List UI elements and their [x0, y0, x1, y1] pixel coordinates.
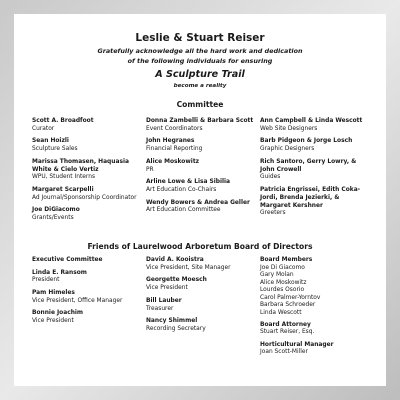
- committee-name: Alice Moskowitz: [146, 158, 200, 165]
- board-member: Barbara Schroeder: [260, 302, 316, 308]
- committee-name: Joe DiGiacomo: [32, 207, 80, 214]
- committee-role: Sculpture Sales: [32, 146, 78, 153]
- committee-name: Marissa Thomasen, Haquasia White & Cielo Vertiz: [32, 158, 129, 173]
- subtitle-line-1: Gratefully acknowledge all the hard work and dedication: [97, 47, 303, 55]
- project-title: A Sculpture Trail: [155, 69, 245, 80]
- board-member: Carol Palmer-Yorntov: [260, 294, 321, 301]
- board-entry: [146, 257, 256, 273]
- committee-name: Barb Pidgeon & Jorge Losch: [260, 138, 353, 145]
- board-column-1: [32, 257, 150, 331]
- committee-entry: [32, 207, 150, 223]
- committee-entry: [146, 159, 256, 175]
- board-attorney: Stuart Reiser, Esq.: [260, 329, 315, 336]
- horticultural-manager-heading: Horticultural Manager: [260, 341, 334, 348]
- board-member: Lourdes Osorio: [260, 287, 305, 293]
- committee-role: Guides: [260, 174, 281, 181]
- acknowledgement-page: [14, 14, 386, 386]
- board-entry: [32, 270, 150, 286]
- committee-role: PR: [146, 166, 154, 173]
- board-member: Joe Di Giacomo: [260, 264, 305, 271]
- board-member: Linda Wescott: [260, 309, 302, 316]
- board-members-group: [260, 257, 372, 317]
- horticultural-manager-group: [260, 342, 372, 357]
- board-role: Recording Secretary: [146, 325, 206, 332]
- committee-entry: [146, 138, 256, 154]
- board-name: Nancy Shimmel: [146, 318, 198, 325]
- board-role: Vice President, Site Manager: [146, 264, 231, 271]
- horticultural-manager: Joan Scott-Miller: [260, 349, 308, 356]
- board-name: David A. Kooistra: [146, 257, 204, 263]
- board-member: Gary Molan: [260, 272, 294, 278]
- committee-role: Art Education Committee: [146, 207, 221, 214]
- board-name: Pam Himeles: [32, 289, 75, 296]
- committee-role: Web Site Designers: [260, 125, 318, 132]
- committee-role: WPU, Student Interns: [32, 174, 96, 181]
- board-name: Bonnie Joachim: [32, 310, 84, 317]
- board-column-2: [146, 257, 256, 339]
- board-column-3: [260, 257, 372, 361]
- board-entry: [146, 277, 256, 293]
- page-title: Leslie & Stuart Reiser: [135, 32, 265, 44]
- committee-heading: Committee: [176, 100, 224, 109]
- board-name: Executive Committee: [32, 257, 103, 263]
- board-name: Bill Lauber: [146, 297, 182, 304]
- board-entry: [32, 310, 150, 326]
- committee-entry: [32, 187, 150, 203]
- board-entry: [146, 298, 256, 314]
- committee-entry: [32, 159, 150, 182]
- committee-role: Ad Journal/Sponsorship Coordinator: [32, 194, 137, 201]
- committee-name: John Hegranes: [146, 138, 195, 145]
- board-member: Alice Moskowitz: [260, 279, 307, 286]
- committee-name: Wendy Bowers & Andrea Geller: [146, 199, 250, 206]
- board-attorney-group: [260, 322, 372, 337]
- project-tagline: become a reality: [173, 83, 227, 89]
- board-entry: [32, 257, 150, 265]
- board-entry: [32, 290, 150, 306]
- board-name: Linda E. Ransom: [32, 269, 87, 276]
- committee-entry: [260, 187, 372, 218]
- committee-entry: [32, 138, 150, 154]
- committee-name: Scott A. Broadfoot: [32, 118, 94, 124]
- subtitle-line-2: of the following individuals for ensuring: [127, 57, 273, 65]
- committee-name: Sean Hoizli: [32, 138, 69, 145]
- committee-role: Curator: [32, 125, 55, 132]
- committee-entry: [260, 138, 372, 154]
- committee-role: Event Coordinators: [146, 125, 203, 132]
- committee-column-1: [32, 118, 150, 228]
- committee-entry: [260, 159, 372, 182]
- committee-role: Graphic Designers: [260, 146, 315, 153]
- committee-name: Arline Lowe & Lisa Sibilia: [146, 179, 231, 186]
- committee-role: Grants/Events: [32, 215, 74, 222]
- committee-entry: [260, 118, 372, 134]
- board-members-heading: Board Members: [260, 257, 313, 263]
- committee-role: Art Education Co-Chairs: [146, 186, 217, 193]
- board-heading: Friends of Laurelwood Arboretum Board of Directors: [87, 242, 313, 251]
- board-attorney-heading: Board Attorney: [260, 321, 311, 328]
- board-name: Georgette Moesch: [146, 277, 207, 284]
- board-role: Vice President, Office Manager: [32, 297, 123, 304]
- committee-column-2: [146, 118, 256, 220]
- committee-entry: [146, 118, 256, 134]
- board-role: Vice President: [32, 318, 74, 325]
- committee-entry: [32, 118, 150, 134]
- committee-entry: [146, 200, 256, 216]
- committee-role: Financial Reporting: [146, 146, 203, 153]
- committee-name: Patricia Engrissei, Edith Coka-Jordi, Brenda Jezierki, & Margaret Kershner: [260, 186, 361, 209]
- board-entry: [146, 318, 256, 334]
- committee-entry: [146, 179, 256, 195]
- board-role: Treasurer: [146, 305, 174, 312]
- board-role: President: [32, 277, 60, 284]
- committee-name: Margaret Scarpelli: [32, 186, 94, 193]
- committee-name: Donna Zambelli & Barbara Scott: [146, 118, 254, 124]
- committee-column-3: [260, 118, 372, 223]
- board-role: Vice President: [146, 285, 188, 292]
- committee-role: Greeters: [260, 210, 286, 217]
- committee-name: Ann Campbell & Linda Wescott: [260, 118, 363, 124]
- committee-name: Rich Santoro, Gerry Lowry, & John Crowell: [260, 158, 357, 173]
